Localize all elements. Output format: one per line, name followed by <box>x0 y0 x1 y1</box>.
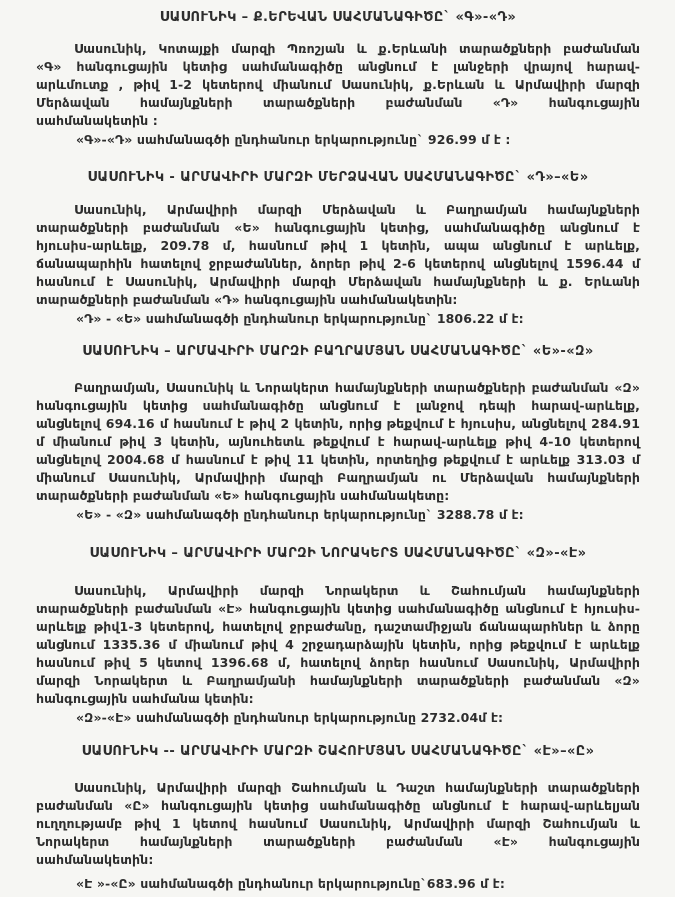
paragraph-line: տարածքների բաժանման «Է» հանգուցային կետից սահմանագիծը անցնում է հյուսիս- <box>36 601 640 616</box>
paragraph-line: Սասունիկ, Կոտայքի մարզի Պռոշյան և ք.Երևանի տարածքների բաժանման <box>74 41 640 56</box>
paragraph-line: ուղղությամբ թիվ 1 կետով հասնում Սասունիկ, Արմավիրի մարզի Շահումյան և <box>36 816 640 831</box>
paragraph-line: մարզի Նորակերտ և Բաղրամյանի համայնքների տարածքների բաժանման «Զ» <box>36 673 640 688</box>
paragraph-line: ճանապարհին հատելով ջրբաժաններ, ձորեր թիվ 2-6 կետերով անցնելով 1596.44 մ <box>36 256 640 271</box>
paragraph-line: Սասունիկ, Արմավիրի մարզի Շահումյան և Դաշտ համայնքների տարածքների <box>74 780 640 795</box>
paragraph-line: Նորակերտ համայնքների տարածքների բաժանման «Է» հանգուցային <box>36 834 640 849</box>
paragraph-line: Սասունիկ, Արմավիրի մարզի Նորակերտ և Շահումյան համայնքների <box>74 583 640 598</box>
paragraph-line: հասնում է Սասունիկ, Արմավիրի մարզի Մերձավան համայնքների և ք. Երևանի <box>36 274 640 289</box>
paragraph-line: անցնում 1335.36 մ միանում թիվ 4 շրջադարձային կետին, որից թեքվում է արևելք <box>36 637 640 652</box>
total-length-line: «Դ» - «Ե» սահմանագծի ընդհանուր երկարությունը` 1806.22 մ է: <box>76 311 524 326</box>
paragraph-line: արևմուտք , թիվ 1-2 կետերով միանում Սասունիկ, ք.Երևան և Արմավիրի մարզի <box>36 77 640 92</box>
paragraph-line: Սասունիկ, Արմավիրի մարզի Մերձավան և Բաղրամյան համայնքների <box>74 202 640 217</box>
paragraph-line: սահմանակետին: <box>36 852 154 867</box>
border-section-e-z <box>36 343 640 524</box>
section-paragraph <box>36 779 640 869</box>
section-title: ՍԱՍՈՒՆԻԿ – ԱՐՄԱՎԻՐԻ ՄԱՐԶԻ ԲԱՂՐԱՄՅԱՆ ՍԱՀՄԱՆԱԳԻԾԸ` «Ե»-«Զ» <box>82 344 594 359</box>
total-length-line: «Է »-«Ը» սահմանագծի ընդհանուր երկարությունը`683.96 մ է: <box>76 876 505 891</box>
paragraph-line: հյուսիս-արևելք, 209.78 մ, հասնում թիվ 1 կետին, ապա անցնում է արևելք, <box>36 238 640 253</box>
section-paragraph <box>36 582 640 708</box>
section-title: ՍԱՍՈՒՆԻԿ – Ք.ԵՐԵՎԱՆ ՍԱՀՄԱՆԱԳԻԾԸ` «Գ»-«Դ» <box>159 10 517 25</box>
paragraph-line: անցնելով 2004.68 մ հասնում է թիվ 11 կետին, որտեղից թեքվում է արևելք 313.03 մ <box>36 452 640 467</box>
paragraph-line: բաժանման «Ը» հանգուցային կետից սահմանագիծը անցնում է հարավ-արևելյան <box>36 798 640 813</box>
section-title: ՍԱՍՈՒՆԻԿ -- ԱՐՄԱՎԻՐԻ ՄԱՐԶԻ ՇԱՀՈՒՄՅԱՆ ՍԱՀՄԱՆԱԳԻԾԸ` «Է»–«Ը» <box>81 744 595 759</box>
total-length-line: «Զ»-«Է» սահմանագծի ընդհանուր երկարությունը 2732.04մ է: <box>76 710 504 725</box>
paragraph-line: հանգուցային սահմանա կետին: <box>36 691 254 706</box>
border-section-e-y <box>36 743 640 893</box>
paragraph-line: հանգուցային կետից սահմանագիծը անցնում է լանջով դեպի հարավ-արևելք, <box>36 398 640 413</box>
paragraph-line: տարածքների բաժանման «Ե» հանգուցային սահմանակետը: <box>36 488 450 503</box>
section-title: ՍԱՍՈՒՆԻԿ - ԱՐՄԱՎԻՐԻ ՄԱՐԶԻ ՄԵՐՁԱՎԱՆ ՍԱՀՄԱՆԱԳԻԾԸ` «Դ»–«Ե» <box>87 170 589 185</box>
paragraph-line: մ միանում թիվ 3 կետին, այնուհետև թեքվում է հարավ-արևելք թիվ 4-10 կետերով <box>36 434 640 449</box>
paragraph-line: արևելք թիվ1-3 կետերով, հատելով ջրբաժանը, դաշտամիջյան ճանապարհներ և ձորը <box>36 619 640 634</box>
paragraph-line: տարածքների բաժանման «Դ» հանգուցային սահմանակետին: <box>36 292 458 307</box>
total-length-line: «Ե» - «Զ» սահմանագծի ընդհանուր երկարությունը` 3288.78 մ է: <box>76 507 524 522</box>
paragraph-line: հասնում թիվ 5 կետով 1396.68 մ, հատելով ձորեր հասնում Սասունիկ, Արմավիրի <box>36 655 640 670</box>
border-section-d-e <box>36 169 640 328</box>
section-paragraph <box>36 379 640 505</box>
paragraph-line: «Գ» հանգուցային կետից սահմանագիծը անցնում է լանջերի վրայով հարավ- <box>36 59 640 74</box>
section-title: ՍԱՍՈՒՆԻԿ – ԱՐՄԱՎԻՐԻ ՄԱՐԶԻ ՆՈՐԱԿԵՐՏ ՍԱՀՄԱՆԱԳԻԾԸ` «Զ»-«Է» <box>89 546 587 561</box>
border-section-g-d <box>36 9 640 149</box>
total-length-line: «Գ»-«Դ» սահմանագծի ընդհանուր երկարությունը` 926.99 մ է : <box>76 132 511 147</box>
paragraph-line: սահմանակետին : <box>36 113 158 128</box>
paragraph-line: անցնելով 694.16 մ հասնում է թիվ 2 կետին, որից թեքվում է հյուսիս, անցնելով 284.91 <box>36 416 640 431</box>
section-paragraph <box>36 201 640 309</box>
paragraph-line: միանում Սասունիկ, Արմավիրի մարզի Բաղրամյան ու Մերձավան համայնքների <box>36 470 640 485</box>
paragraph-line: տարածքների բաժանման «Ե» հանգուցային կետից, սահմանագիծը անցնում է <box>36 220 640 235</box>
paragraph-line: Բաղրամյան, Սասունիկ և Նորակերտ համայնքների տարածքների բաժանման «Զ» <box>74 380 640 395</box>
section-paragraph <box>36 40 640 130</box>
paragraph-line: Մերձավան համայնքների տարածքների բաժանման «Դ» հանգուցային <box>36 95 640 110</box>
border-section-z-e <box>36 545 640 727</box>
